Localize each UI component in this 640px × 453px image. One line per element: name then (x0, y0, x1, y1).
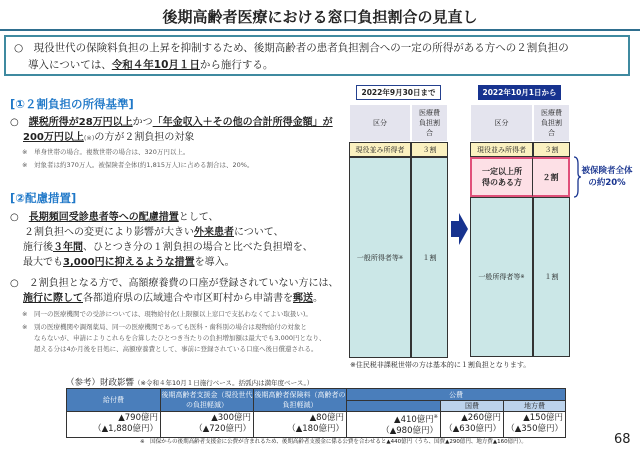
value: ▲260億円 (461, 413, 501, 424)
value-local (504, 412, 566, 438)
measure-text: 施行に際して (23, 293, 83, 304)
section-income-criteria: [①２割負担の所得基準] ○ 課税所得が28万円以上かつ「年金収入＋その他の合計所得金額」が 200万円以上(※)の方が２割負担の対象 ※ 単身世帯の場合。複数世帯の場合は、320万円以上。 ※ 対象者は約370万人。被保険者全体(約1,815万人)に占める割合は、20%。 (10, 96, 340, 171)
row-general-income (470, 197, 533, 357)
note-mark: (※) (83, 134, 95, 142)
measure-text: 長期頻回受診患者等への配慮措置 (28, 212, 179, 223)
header-local: 地方費 (504, 401, 566, 412)
criteria-text: 200万円以上 (23, 132, 84, 143)
measure-text: ２割負担となる方で、高額療養費の口座が登録されていない方には、 (28, 278, 339, 289)
column-header-rate: 医療費負担割合 (411, 104, 448, 142)
label: 一般所得者等 (478, 273, 521, 281)
value: ▲300億円 (211, 413, 251, 424)
note: ※ 別の医療機関や調剤薬局、同一の医療機関であっても医科・歯科別の場合は現物給付の対象と (22, 323, 307, 331)
summary-text: 導入については、 (28, 59, 112, 71)
before-period-label: 2022年9月30日まで (356, 85, 441, 100)
brace-icon (573, 156, 581, 198)
measure-text: ２割負担への変更により影響が大きい (24, 227, 194, 238)
header-benefits: 給付費 (67, 389, 161, 412)
value: ▲80億円 (309, 413, 344, 424)
value-benefits (67, 412, 161, 438)
measure-text: 郵送 (293, 293, 313, 304)
column-header-category: 区分 (349, 104, 411, 142)
summary-box (4, 35, 630, 76)
rate-general-income: １割 (533, 197, 570, 357)
caption-note: （※令和４年10月１日施行ベース。括弧内は満年度ベース。） (134, 379, 314, 387)
note-mark: ※ (398, 254, 404, 261)
measure-text: 。 (313, 293, 323, 304)
note: ※ 対象者は約370万人。被保険者全体(約1,815万人)に占める割合は、20%。 (22, 161, 254, 169)
measure-text: ３年間 (53, 242, 83, 253)
page-number: 68 (614, 432, 631, 447)
rate-certain-income: ２割 (533, 157, 570, 197)
full-year: （▲1,880億円） (93, 424, 158, 435)
bullet: ○ (14, 42, 24, 54)
rate-general-income: １割 (411, 157, 448, 358)
value-public (347, 412, 441, 438)
measure-text: 3,000円に抑えるような措置 (63, 257, 195, 268)
row-general-income (349, 157, 411, 358)
criteria-text: の方が２割負担の対象 (94, 132, 195, 143)
section-heading: [①２割負担の所得基準] (10, 97, 134, 111)
table-row (67, 412, 566, 438)
full-year: （▲350億円） (506, 424, 563, 435)
after-period-label: 2022年10月1日から (478, 85, 561, 100)
column-header-rate: 医療費負担割合 (533, 104, 570, 142)
criteria-text: 「年金収入＋その他の合計所得金額」が (152, 117, 333, 128)
effective-date: 令和４年10月１日 (111, 59, 200, 71)
value-support (161, 412, 254, 438)
note-mark: ※ (520, 274, 525, 280)
full-year: （▲980億円） (381, 425, 438, 436)
measure-text: 各都道府県の広域連合や市区町村から申請書を (83, 293, 293, 304)
full-year: （▲720億円） (194, 424, 251, 435)
note: ※ 同一の医療機関での受診については、現物給付化(上限額以上窓口で支払わなくてよい取扱い)。 (22, 310, 312, 318)
header-support: 後期高齢者支援金（現役世代の負担軽減） (161, 389, 254, 412)
note: ならないが、申請によりこれらを合算したひとつき当たりの負担増加額は最大でも3,000円となり、 (34, 334, 326, 342)
finance-caption (66, 376, 313, 388)
row-active-income: 現役並み所得者 (349, 142, 411, 157)
section-relief-measures: [②配慮措置] ○ 長期頻回受診患者等への配慮措置として、 ２割負担への変更により影響が大きい外来患者について、 施行後３年間、ひとつき分の１割負担の場合と比べた負担増を、 最大でも3,000円に抑えるような措置を導入。 ○ ２割負担となる方で、高額療養費の口座が登録されていない方には、 施行に際して各都道府県の広域連合や市区町村から申請書を郵送。 ※ 同一の医療機関での受診については、現物給付化(上限額以上窓口で支払わなくてよい取扱い)。 ※ 別の医療機関や調剤薬局、同一の医療機関であっても医科・歯科別の場合は現物給付の対象と ならないが、申請によりこれらを合算したひとつき当たりの負担増加額は最大でも3,000円となり、 超える分は4か月後を目処に、高額療養費として、事前に登録されている口座へ後日償還される。 (10, 191, 339, 353)
header-national: 国費 (441, 401, 504, 412)
measure-text: 施行後 (23, 242, 53, 253)
row-active-income: 現役並み所得者 (470, 142, 533, 157)
header-public: 公費 (347, 389, 566, 401)
criteria-text: かつ (132, 117, 153, 128)
column-header-category: 区分 (470, 104, 533, 142)
note-mark: ※ (433, 414, 438, 420)
value-premium (254, 412, 347, 438)
label: 一般所得者等 (356, 253, 399, 262)
section-heading: [②配慮措置] (10, 191, 77, 205)
diagram-footnote: ※住民税非課税世帯の方は基本的に１割負担となります。 (350, 361, 531, 369)
rate-active-income: ３割 (533, 142, 570, 157)
measure-text: として、 (178, 212, 219, 223)
share-callout: 被保険者全体の約20% (581, 166, 633, 188)
note: ※ 単身世帯の場合。複数世帯の場合は、320万円以上。 (22, 148, 190, 156)
full-year: （▲180億円） (287, 424, 344, 435)
summary-text: から施行する。 (199, 59, 274, 71)
rate-active-income: ３割 (411, 142, 448, 157)
value-national (441, 412, 504, 438)
value: ▲790億円 (118, 413, 158, 424)
measure-text: を導入。 (194, 257, 235, 268)
finance-note: ※ 国保からの後期高齢者支援金に公費が含まれるため、後期高齢者支援金に係る公費を合わせると▲440億円（うち、国費▲290億円、地方費▲160億円）。 (140, 439, 527, 445)
value: ▲150億円 (523, 413, 563, 424)
measure-text: 最大でも (23, 257, 63, 268)
row-certain-income: 一定以上所得のある方 (470, 157, 533, 197)
measure-text: について、 (234, 227, 284, 238)
page-title: 後期高齢者医療における窓口負担割合の見直し (162, 8, 478, 26)
measure-text: 、ひとつき分の１割負担の場合と比べた負担増を、 (83, 242, 313, 253)
value: ▲410億円 (394, 414, 434, 425)
header-premium: 後期高齢者保険料（高齢者の負担軽減） (254, 389, 347, 412)
criteria-text: 課税所得が28万円以上 (28, 117, 133, 128)
measure-text: 外来患者 (194, 227, 234, 238)
caption: （参考）財政影響 (66, 378, 135, 388)
arrow-right-icon (451, 213, 468, 245)
finance-table (66, 388, 566, 438)
summary-text: 現役世代の保険料負担の上昇を抑制するため、後期高齢者の患者負担割合への一定の所得がある方への２割負担の (33, 42, 569, 54)
full-year: （▲630億円） (444, 424, 501, 435)
title-divider (0, 29, 640, 31)
note: 超える分は4か月後を目処に、高額療養費として、事前に登録されている口座へ後日償還される。 (34, 345, 318, 353)
